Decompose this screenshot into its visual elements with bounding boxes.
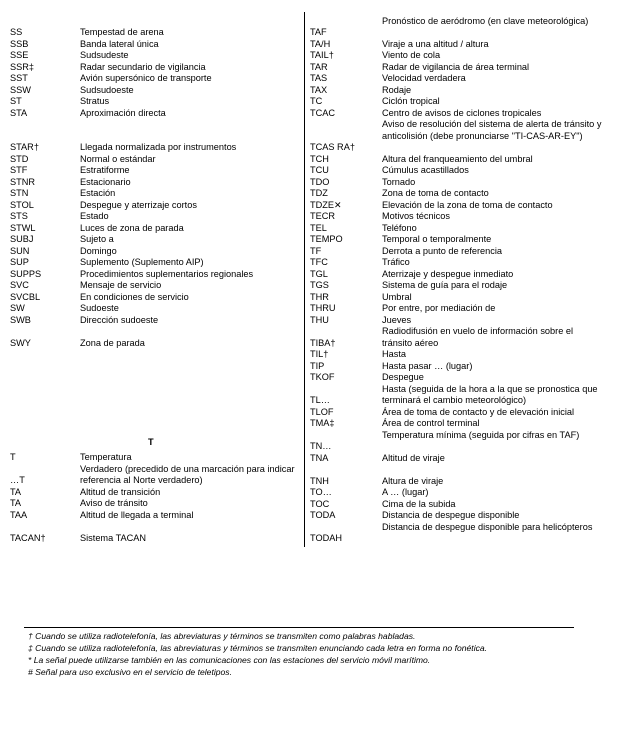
abbreviation: TAS [310, 73, 328, 83]
definition: Distancia de despegue disponible [382, 510, 520, 520]
abbreviation: STA [10, 107, 28, 118]
abbreviation: TO… [310, 487, 332, 497]
abbreviation: SSR‡ [10, 61, 35, 72]
definition: Cima de la subida [382, 498, 456, 509]
abbreviation: TAA [10, 509, 28, 520]
definition: Pronóstico de aeródromo (en clave meteorológica) [382, 15, 589, 26]
definition: Despegue y aterrizaje cortos [80, 199, 197, 210]
abbreviation: TAIL† [310, 50, 334, 60]
definition: Por entre, por mediación de [382, 303, 496, 313]
abbreviation: SSE [10, 50, 29, 60]
abbreviation: SST [10, 73, 28, 83]
definition: Altitud de viraje [382, 452, 445, 463]
abbreviation: TAF [310, 27, 327, 37]
definition: Llegada normalizada por instrumentos [80, 142, 237, 152]
definition: Radiodifusión en vuelo de información sobre el tránsito aéreo [382, 326, 574, 348]
abbreviation: TMA‡ [310, 418, 335, 428]
abbreviation: SWB [10, 314, 31, 325]
abbreviation: TEL [310, 222, 327, 233]
abbreviation: TODAH [310, 533, 342, 543]
abbreviation: STOL [10, 199, 34, 210]
definition: Temporal o temporalmente [382, 234, 492, 244]
abbreviation: TEMPO [310, 234, 343, 244]
definition: Dirección sudoeste [80, 314, 159, 325]
definition: Avión supersónico de transporte [80, 73, 212, 83]
abbreviation: TIBA† [310, 337, 336, 348]
definition: Hasta (seguida de la hora a la que se pronostica que terminará el cambio meteorológico) [382, 383, 598, 405]
abbreviation: TECR [310, 211, 336, 221]
definition: Viraje a una altitud / altura [382, 38, 489, 49]
definition: Altura de viraje [382, 475, 444, 486]
abbreviation: TCAC [310, 107, 336, 118]
definition: Sudsudoeste [80, 84, 134, 95]
definition: Temperatura [80, 452, 132, 462]
abbreviation: SUP [10, 257, 29, 267]
definition: Sujeto a [80, 234, 114, 244]
column-divider [304, 12, 305, 547]
abbreviation: TAR [310, 61, 328, 72]
definition: Temperatura mínima (seguida por cifras en TAF) [382, 429, 580, 440]
abbreviation: STF [10, 165, 28, 175]
abbreviation: TCU [310, 165, 329, 175]
abbreviation: TCAS RA† [310, 142, 355, 152]
abbreviation: SVC [10, 280, 29, 290]
definition: Luces de zona de parada [80, 222, 184, 233]
abbreviation: TOC [310, 498, 330, 509]
abbreviation: TIL† [310, 349, 329, 359]
abbreviation: TL… [310, 395, 330, 405]
abbreviation: SUN [10, 245, 30, 256]
abbreviation: TDZ [310, 188, 328, 198]
definition: Hasta pasar … (lugar) [382, 360, 473, 371]
definition: Estación [80, 188, 116, 198]
abbreviation: TFC [310, 257, 328, 267]
definition: Radar de vigilancia de área terminal [382, 61, 530, 72]
definition: Sudsudeste [80, 50, 129, 60]
definition: Sudoeste [80, 303, 119, 313]
abbreviation: SS [10, 27, 23, 37]
definition: Aproximación directa [80, 107, 166, 118]
abbreviation: TDO [310, 176, 330, 187]
definition: Banda lateral única [80, 38, 159, 49]
definition: Domingo [80, 245, 117, 256]
abbreviation: TIP [310, 360, 325, 371]
definition: Tornado [382, 176, 416, 187]
abbreviation: THR [310, 291, 329, 302]
definition: Verdadero (precedido de una marcación para indicar referencia al Norte verdadero) [80, 463, 295, 485]
definition: Viento de cola [382, 50, 441, 60]
definition: Distancia de despegue disponible para helicópteros [382, 521, 593, 532]
footnote-rule [24, 627, 574, 628]
abbreviation: TC [310, 96, 323, 106]
definition: Tempestad de arena [80, 27, 164, 37]
abbreviation: T [10, 452, 16, 462]
definition: Teléfono [382, 222, 417, 233]
definition: Sistema TACAN [80, 532, 147, 543]
abbreviation: SWY [10, 337, 31, 348]
definition: A … (lugar) [382, 487, 429, 497]
footnote: ‡ Cuando se utiliza radiotelefonía, las abreviaturas y términos se transmiten enunciando cada letra en forma no fonética. [28, 643, 488, 653]
definition: Sistema de guía para el rodaje [382, 280, 508, 290]
abbreviation: STN [10, 188, 29, 198]
definition: En condiciones de servicio [80, 291, 189, 302]
footnote: * La señal puede utilizarse también en las comunicaciones con las estaciones del servicio móvil marítimo. [28, 655, 431, 665]
definition: Jueves [382, 314, 412, 325]
abbreviation: TGL [310, 268, 328, 279]
definition: Normal o estándar [80, 153, 156, 164]
abbreviation: TODA [310, 510, 336, 520]
abbreviation: TA/H [310, 38, 331, 49]
definition: Tráfico [382, 257, 410, 267]
abbreviation: TCH [310, 153, 329, 164]
definition: Centro de avisos de ciclones tropicales [382, 107, 542, 118]
definition: Velocidad verdadera [382, 73, 466, 83]
definition: Altitud de transición [80, 486, 161, 497]
definition: Procedimientos suplementarios regionales [80, 268, 254, 279]
abbreviation: SUBJ [10, 234, 34, 244]
definition: Estacionario [80, 176, 131, 187]
footnote: # Señal para uso exclusivo en el servicio de teletipos. [28, 667, 232, 677]
abbreviation: TA [10, 498, 22, 508]
abbreviation: SUPPS [10, 268, 42, 279]
abbreviation: TKOF [310, 372, 335, 382]
abbreviation: TAX [310, 84, 328, 95]
abbreviation: SVCBL [10, 291, 41, 302]
abbreviation: TA [10, 486, 22, 497]
definition: Aviso de resolución del sistema de alerta de tránsito y anticolisión (debe pronunciarse "TI-CAS-AR-EY") [382, 119, 602, 141]
abbreviation: THU [310, 314, 329, 325]
definition: Estado [80, 211, 109, 221]
abbreviation: STNR [10, 176, 36, 187]
abbreviation: TNH [310, 475, 329, 486]
definition: Suplemento (Suplemento AIP) [80, 257, 204, 267]
definition: Zona de parada [80, 337, 145, 348]
definition: Derrota a punto de referencia [382, 245, 503, 256]
abbreviation: STAR† [10, 142, 39, 152]
abbreviation: STWL [10, 222, 36, 233]
abbreviation: TDZE✕ [310, 199, 342, 210]
definition: Altitud de llegada a terminal [80, 509, 194, 520]
definition: Elevación de la zona de toma de contacto [382, 199, 553, 210]
definition: Umbral [382, 291, 412, 302]
definition: Rodaje [382, 84, 412, 95]
definition: Estratiforme [80, 165, 130, 175]
definition: Ciclón tropical [382, 96, 440, 106]
abbreviation: ST [10, 96, 22, 106]
abbreviation: TF [310, 245, 322, 256]
definition: Área de control terminal [382, 418, 480, 428]
footnotes [28, 630, 608, 678]
abbreviation: THRU [310, 303, 336, 313]
abbreviation: …T [10, 475, 25, 485]
definition: Motivos técnicos [382, 211, 450, 221]
definition: Hasta [382, 349, 407, 359]
definition: Zona de toma de contacto [382, 188, 489, 198]
abbreviation: TLOF [310, 406, 334, 417]
definition: Aterrizaje y despegue inmediato [382, 268, 514, 279]
abbreviation: SSW [10, 84, 31, 95]
abbreviation: SW [10, 303, 25, 313]
abbreviation: TACAN† [10, 532, 46, 543]
definition: Área de toma de contacto y de elevación inicial [382, 406, 575, 417]
abbreviation: SSB [10, 38, 29, 49]
abbreviation: STD [10, 153, 29, 164]
definition: Altura del franqueamiento del umbral [382, 153, 533, 164]
definition: Stratus [80, 96, 110, 106]
abbreviation: TN… [310, 441, 332, 451]
section-letter: T [148, 437, 154, 447]
definition: Cúmulus acastillados [382, 165, 469, 175]
abbreviation: STS [10, 211, 28, 221]
definition: Mensaje de servicio [80, 280, 162, 290]
abbreviation: TNA [310, 452, 329, 463]
footnote: † Cuando se utiliza radiotelefonía, las abreviaturas y términos se transmiten como palabras habladas. [28, 631, 416, 641]
definition: Radar secundario de vigilancia [80, 61, 206, 72]
definition: Despegue [382, 372, 424, 382]
abbreviation: TGS [310, 280, 329, 290]
definition: Aviso de tránsito [80, 498, 148, 508]
